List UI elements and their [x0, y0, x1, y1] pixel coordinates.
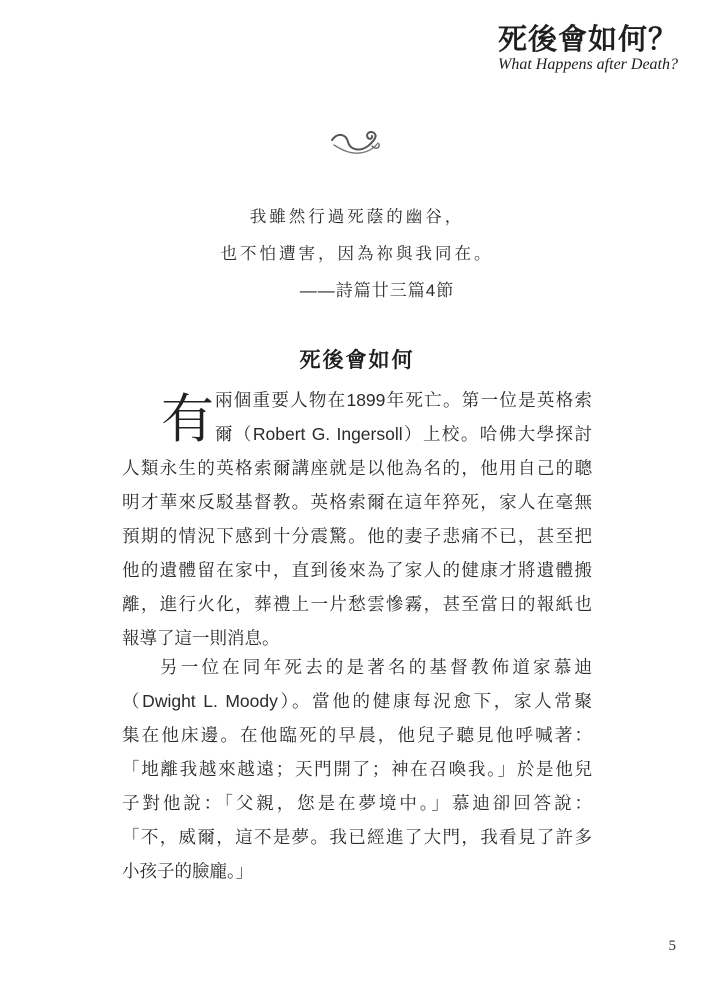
chapter-subtitle: What Happens after Death? — [498, 56, 678, 73]
page-number: 5 — [668, 938, 676, 954]
text-line: 小孩子的臉龐。」 — [122, 861, 254, 881]
section-title: 死後會如何 — [299, 347, 415, 372]
text-line: 另一位在同年死去的是著名的基督教佈道家慕迪 — [160, 657, 592, 677]
text-line: 離，進行火化，葬禮上一片愁雲慘霧，甚至當日的報紙也 — [122, 594, 592, 614]
body-paragraph — [122, 650, 592, 888]
epigraph — [0, 198, 714, 309]
drop-cap: 有 — [161, 390, 214, 449]
running-header — [498, 22, 678, 74]
text-line: 「地離我越來越遠；天門開了；神在召喚我。」於是他兒 — [122, 759, 592, 779]
text-line: 爾（Robert G. Ingersoll）上校。哈佛大學探討 — [215, 424, 592, 444]
text-line: 報導了這一則消息。 — [122, 628, 280, 648]
text-line: 他的遺體留在家中，直到後來為了家人的健康才將遺體搬 — [122, 560, 592, 580]
text-line: 兩個重要人物在1899年死亡。第一位是英格索 — [215, 390, 592, 410]
swirl-ornament-icon — [328, 126, 384, 162]
text-line: 集在他床邊。在他臨死的早晨，他兒子聽見他呼喊著： — [122, 725, 592, 745]
text-line: 子對他說：「父親，您是在夢境中。」慕迪卻回答說： — [122, 793, 592, 813]
body-paragraph — [122, 383, 592, 655]
text-line: 人類永生的英格索爾講座就是以他為名的，他用自己的聰 — [122, 458, 592, 478]
text-line: 「不，威爾，這不是夢。我已經進了大門，我看見了許多 — [122, 827, 592, 847]
text-line: 預期的情況下感到十分震驚。他的妻子悲痛不已，甚至把 — [122, 526, 592, 546]
text-line: （Dwight L. Moody）。當他的健康每況愈下，家人常聚 — [122, 691, 592, 711]
chapter-title: 死後會如何？ — [497, 22, 678, 56]
epigraph-line: 也不怕遭害，因為祢與我同在。 — [220, 244, 494, 263]
epigraph-line: 我雖然行過死蔭的幽谷， — [249, 207, 465, 226]
text-line: 明才華來反駁基督教。英格索爾在這年猝死，家人在毫無 — [122, 492, 592, 512]
epigraph-source: ——詩篇廿三篇4節 — [299, 281, 455, 300]
